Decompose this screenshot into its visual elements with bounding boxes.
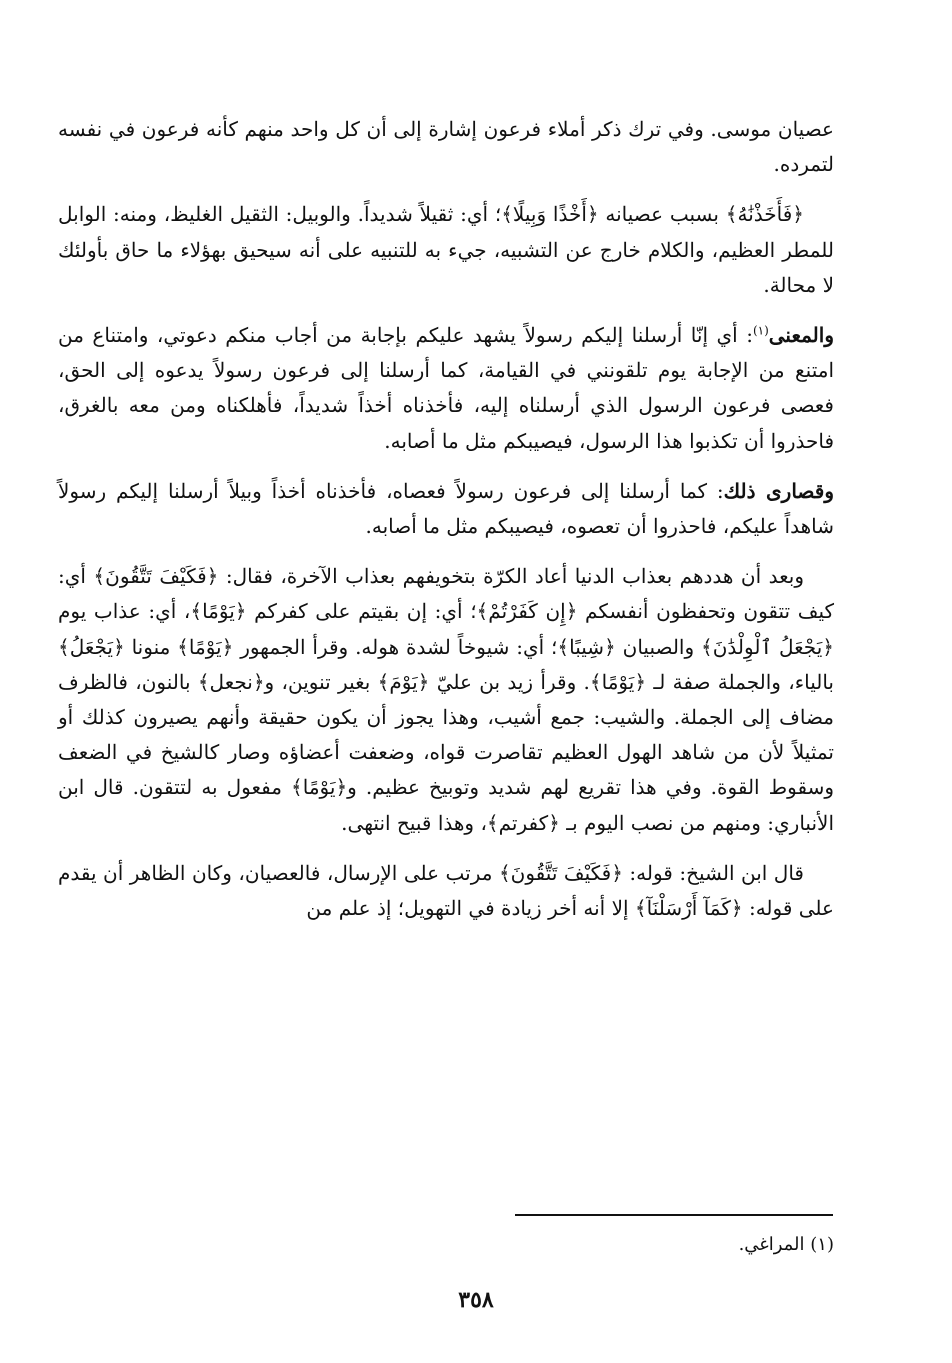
paragraph-text: ﴿فَأَخَذْنَٰهُ﴾ بسبب عصيانه ﴿أَخْذًا وَبِيلًا﴾؛ أي: ثقيلاً شديداً. والوبيل: الثقيل الغليظ، ومنه: الوابل للمطر العظيم، والكلام خارج عن التشبيه، جيء به للتنبيه على أنه سيحيق بهؤلاء ما حاق بأولئك لا محالة. [58,202,834,297]
page-number: ٣٥٨ [458,1287,494,1313]
paragraph-5 [58,559,834,841]
paragraph-lead: وقصارى ذلك [723,478,834,503]
paragraph-lead: والمعنى [768,323,834,348]
paragraph-text: وبعد أن هددهم بعذاب الدنيا أعاد الكرّة بتخويفهم بعذاب الآخرة، فقال: ﴿فَكَيْفَ تَتَّقُونَ﴾ أي: كيف تتقون وتحفظون أنفسكم ﴿إِن كَفَرْتُمْ﴾؛ أي: إن بقيتم على كفركم ﴿يَوْمًا﴾، أي: عذاب يوم ﴿يَجْعَلُ ٱلْوِلْدَٰنَ﴾ والصبيان ﴿شِيبًا﴾؛ أي: شيوخاً لشدة هوله. وقرأ الجمهور ﴿يَوْمًا﴾ منونا ﴿يَجْعَلُ﴾ بالياء، والجملة صفة لـ ﴿يَوْمًا﴾. وقرأ زيد بن عليّ ﴿يَوْمَ﴾ بغير تنوين، و﴿نجعل﴾ بالنون، فالظرف مضاف إلى الجملة. والشيب: جمع أشيب، وهذا يجوز أن يكون حقيقة وأنهم يصيرون كذلك أو تمثيلاً لأن من شاهد الهول العظيم تقاصرت قواه، وضعفت أعضاؤه وصار كالشيخ في الضعف وسقوط القوة. وفي هذا تقريع لهم شديد وتوبيخ عظيم. و﴿يَوْمًا﴾ مفعول به لتتقون. قال ابن الأنباري: ومنهم من نصب اليوم بـ ﴿كفرتم﴾، وهذا قبيح انتهى. [58,564,834,835]
paragraph-text: : أي إنّا أرسلنا إليكم رسولاً يشهد عليكم بإجابة من أجاب منكم دعوتي، وامتناع من امتنع من الإجابة يوم تلقونني في القيامة، كما أرسلنا إلى فرعون رسولاً يدعوه إلى الحق، فعصى فرعون الرسول الذي أرسلناه إليه، فأخذناه أخذاً شديداً، فأهلكناه ومن معه بالغرق، فاحذروا أن تكذبوا هذا الرسول، فيصيبكم مثل ما أصابه. [58,323,834,453]
footnote-number: (١) [810,1234,834,1255]
footnote-mark: (١) [752,323,769,338]
paragraph-3 [58,318,834,459]
paragraph-text: عصيان موسى. وفي ترك ذكر أملاء فرعون إشارة إلى أن كل واحد منهم كأنه فرعون في نفسه لتمرده. [58,117,834,177]
paragraph-6 [58,856,834,926]
paragraph-1 [58,112,834,182]
paragraph-4 [58,474,834,544]
paragraph-2 [58,197,834,303]
main-text [58,112,834,941]
footnote-text: المراغي. [738,1234,805,1255]
footnote [58,1230,834,1260]
footnote-separator [515,1214,833,1216]
paragraph-text: : كما أرسلنا إلى فرعون رسولاً فعصاه، فأخذناه أخذاً وبيلاً أرسلنا إليكم رسولاً شاهداً عليكم، فاحذروا أن تعصوه، فيصيبكم مثل ما أصابه. [58,478,834,539]
paragraph-text: قال ابن الشيخ: قوله: ﴿فَكَيْفَ تَتَّقُونَ﴾ مرتب على الإرسال، فالعصيان، وكان الظاهر أن يقدم على قوله: ﴿كَمَآ أَرْسَلْنَآ﴾ إلا أنه أخر زيادة في التهويل؛ إذ علم من [58,860,834,921]
